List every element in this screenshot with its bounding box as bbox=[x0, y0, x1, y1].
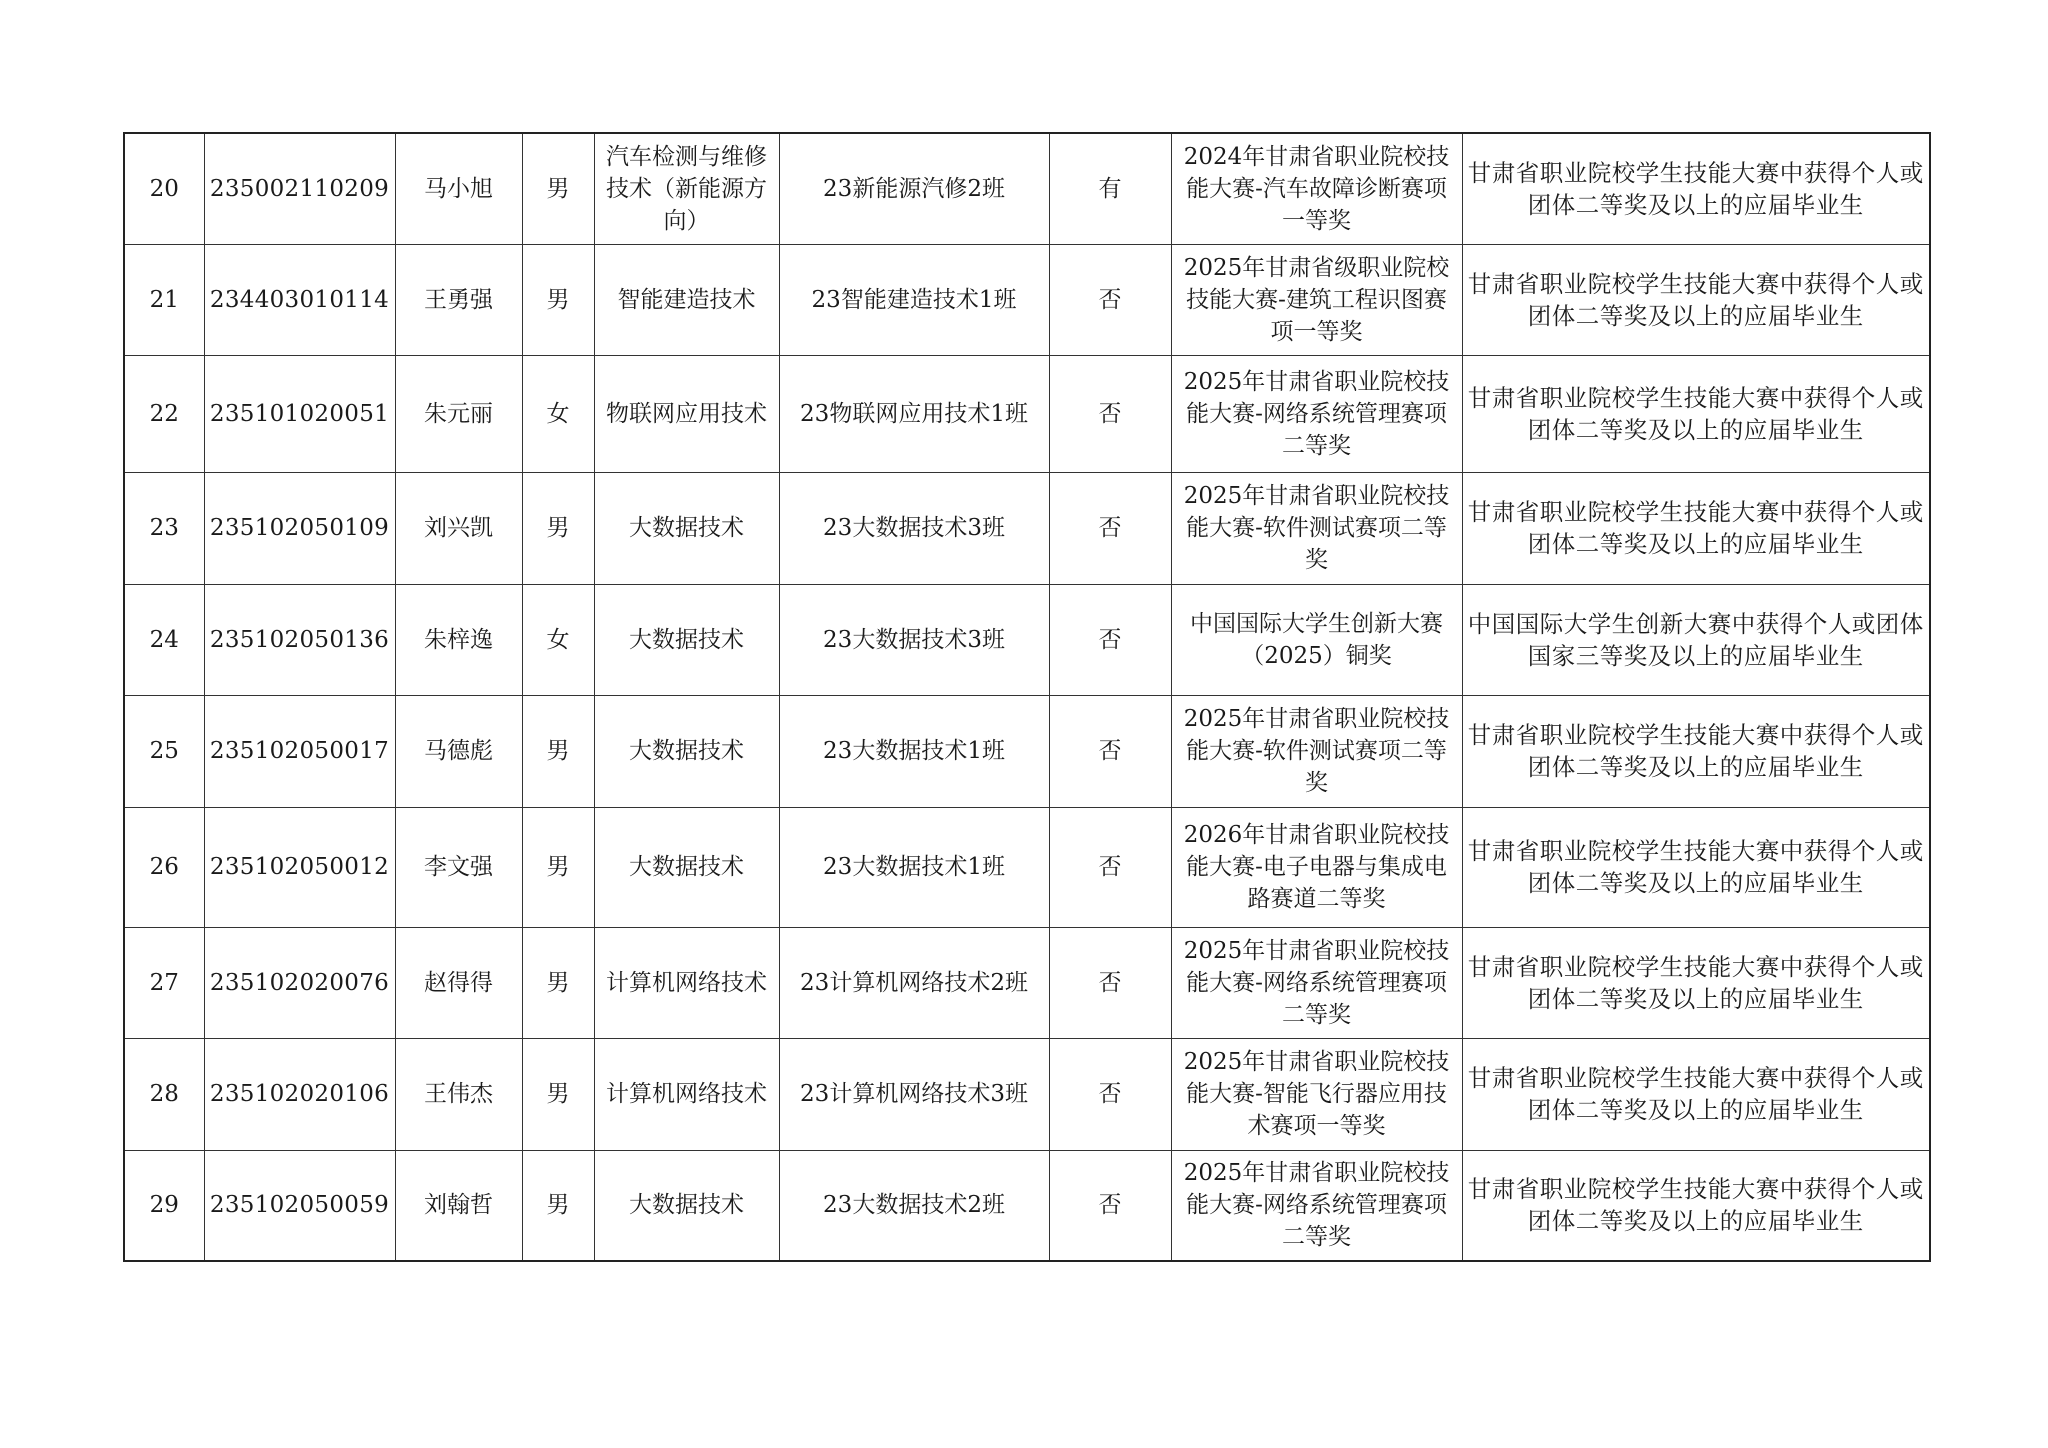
status-flag: 否 bbox=[1049, 355, 1171, 472]
table-row bbox=[124, 807, 1930, 927]
award: 2025年甘肃省职业院校技能大赛-软件测试赛项二等奖 bbox=[1171, 695, 1462, 807]
eligibility-basis: 甘肃省职业院校学生技能大赛中获得个人或团体二等奖及以上的应届毕业生 bbox=[1462, 695, 1930, 807]
eligibility-basis: 甘肃省职业院校学生技能大赛中获得个人或团体二等奖及以上的应届毕业生 bbox=[1462, 807, 1930, 927]
gender: 男 bbox=[522, 472, 594, 584]
gender: 女 bbox=[522, 355, 594, 472]
class-name: 23大数据技术3班 bbox=[779, 584, 1049, 695]
student-name: 马德彪 bbox=[395, 695, 522, 807]
table-row bbox=[124, 472, 1930, 584]
class-name: 23计算机网络技术3班 bbox=[779, 1038, 1049, 1150]
table-row bbox=[124, 355, 1930, 472]
award: 2024年甘肃省职业院校技能大赛-汽车故障诊断赛项一等奖 bbox=[1171, 133, 1462, 244]
class-name: 23新能源汽修2班 bbox=[779, 133, 1049, 244]
status-flag: 否 bbox=[1049, 927, 1171, 1038]
row-number: 27 bbox=[124, 927, 204, 1038]
major: 大数据技术 bbox=[594, 1150, 779, 1261]
student-name: 王勇强 bbox=[395, 244, 522, 355]
award: 2025年甘肃省职业院校技能大赛-网络系统管理赛项二等奖 bbox=[1171, 355, 1462, 472]
class-name: 23大数据技术2班 bbox=[779, 1150, 1049, 1261]
student-id: 235101020051 bbox=[204, 355, 395, 472]
eligibility-basis: 甘肃省职业院校学生技能大赛中获得个人或团体二等奖及以上的应届毕业生 bbox=[1462, 244, 1930, 355]
table-row bbox=[124, 584, 1930, 695]
table-row bbox=[124, 1150, 1930, 1261]
status-flag: 否 bbox=[1049, 807, 1171, 927]
major: 计算机网络技术 bbox=[594, 1038, 779, 1150]
class-name: 23物联网应用技术1班 bbox=[779, 355, 1049, 472]
award: 2025年甘肃省职业院校技能大赛-网络系统管理赛项二等奖 bbox=[1171, 1150, 1462, 1261]
eligibility-basis: 甘肃省职业院校学生技能大赛中获得个人或团体二等奖及以上的应届毕业生 bbox=[1462, 133, 1930, 244]
table-row bbox=[124, 1038, 1930, 1150]
award: 2026年甘肃省职业院校技能大赛-电子电器与集成电路赛道二等奖 bbox=[1171, 807, 1462, 927]
student-name: 朱梓逸 bbox=[395, 584, 522, 695]
eligibility-basis: 甘肃省职业院校学生技能大赛中获得个人或团体二等奖及以上的应届毕业生 bbox=[1462, 1038, 1930, 1150]
major: 计算机网络技术 bbox=[594, 927, 779, 1038]
row-number: 24 bbox=[124, 584, 204, 695]
table-row bbox=[124, 927, 1930, 1038]
eligibility-basis: 甘肃省职业院校学生技能大赛中获得个人或团体二等奖及以上的应届毕业生 bbox=[1462, 472, 1930, 584]
status-flag: 否 bbox=[1049, 584, 1171, 695]
row-number: 20 bbox=[124, 133, 204, 244]
gender: 男 bbox=[522, 695, 594, 807]
major: 大数据技术 bbox=[594, 695, 779, 807]
student-name: 赵得得 bbox=[395, 927, 522, 1038]
status-flag: 否 bbox=[1049, 1038, 1171, 1150]
gender: 男 bbox=[522, 807, 594, 927]
major: 大数据技术 bbox=[594, 472, 779, 584]
major: 智能建造技术 bbox=[594, 244, 779, 355]
eligibility-basis: 甘肃省职业院校学生技能大赛中获得个人或团体二等奖及以上的应届毕业生 bbox=[1462, 355, 1930, 472]
student-id: 235102050059 bbox=[204, 1150, 395, 1261]
class-name: 23大数据技术1班 bbox=[779, 695, 1049, 807]
award: 2025年甘肃省级职业院校技能大赛-建筑工程识图赛项一等奖 bbox=[1171, 244, 1462, 355]
status-flag: 否 bbox=[1049, 244, 1171, 355]
row-number: 21 bbox=[124, 244, 204, 355]
student-id: 235102050136 bbox=[204, 584, 395, 695]
class-name: 23大数据技术1班 bbox=[779, 807, 1049, 927]
row-number: 22 bbox=[124, 355, 204, 472]
major: 大数据技术 bbox=[594, 584, 779, 695]
student-id: 235002110209 bbox=[204, 133, 395, 244]
student-id: 234403010114 bbox=[204, 244, 395, 355]
award: 中国国际大学生创新大赛（2025）铜奖 bbox=[1171, 584, 1462, 695]
major: 物联网应用技术 bbox=[594, 355, 779, 472]
gender: 男 bbox=[522, 1038, 594, 1150]
gender: 男 bbox=[522, 244, 594, 355]
student-id: 235102050109 bbox=[204, 472, 395, 584]
class-name: 23智能建造技术1班 bbox=[779, 244, 1049, 355]
major: 大数据技术 bbox=[594, 807, 779, 927]
status-flag: 否 bbox=[1049, 1150, 1171, 1261]
award-recipients-table bbox=[123, 132, 1931, 1262]
table-row bbox=[124, 695, 1930, 807]
eligibility-basis: 甘肃省职业院校学生技能大赛中获得个人或团体二等奖及以上的应届毕业生 bbox=[1462, 927, 1930, 1038]
status-flag: 有 bbox=[1049, 133, 1171, 244]
gender: 女 bbox=[522, 584, 594, 695]
eligibility-basis: 中国国际大学生创新大赛中获得个人或团体国家三等奖及以上的应届毕业生 bbox=[1462, 584, 1930, 695]
row-number: 23 bbox=[124, 472, 204, 584]
student-id: 235102020106 bbox=[204, 1038, 395, 1150]
student-name: 马小旭 bbox=[395, 133, 522, 244]
student-name: 李文强 bbox=[395, 807, 522, 927]
table-row bbox=[124, 133, 1930, 244]
table-body bbox=[124, 133, 1930, 1261]
gender: 男 bbox=[522, 1150, 594, 1261]
student-id: 235102020076 bbox=[204, 927, 395, 1038]
student-name: 朱元丽 bbox=[395, 355, 522, 472]
row-number: 28 bbox=[124, 1038, 204, 1150]
class-name: 23大数据技术3班 bbox=[779, 472, 1049, 584]
award: 2025年甘肃省职业院校技能大赛-智能飞行器应用技术赛项一等奖 bbox=[1171, 1038, 1462, 1150]
row-number: 25 bbox=[124, 695, 204, 807]
row-number: 26 bbox=[124, 807, 204, 927]
student-name: 刘兴凯 bbox=[395, 472, 522, 584]
award: 2025年甘肃省职业院校技能大赛-网络系统管理赛项二等奖 bbox=[1171, 927, 1462, 1038]
award: 2025年甘肃省职业院校技能大赛-软件测试赛项二等奖 bbox=[1171, 472, 1462, 584]
gender: 男 bbox=[522, 133, 594, 244]
status-flag: 否 bbox=[1049, 472, 1171, 584]
status-flag: 否 bbox=[1049, 695, 1171, 807]
gender: 男 bbox=[522, 927, 594, 1038]
class-name: 23计算机网络技术2班 bbox=[779, 927, 1049, 1038]
eligibility-basis: 甘肃省职业院校学生技能大赛中获得个人或团体二等奖及以上的应届毕业生 bbox=[1462, 1150, 1930, 1261]
student-id: 235102050017 bbox=[204, 695, 395, 807]
student-name: 刘翰哲 bbox=[395, 1150, 522, 1261]
student-name: 王伟杰 bbox=[395, 1038, 522, 1150]
major: 汽车检测与维修技术（新能源方向） bbox=[594, 133, 779, 244]
table-row bbox=[124, 244, 1930, 355]
student-id: 235102050012 bbox=[204, 807, 395, 927]
row-number: 29 bbox=[124, 1150, 204, 1261]
